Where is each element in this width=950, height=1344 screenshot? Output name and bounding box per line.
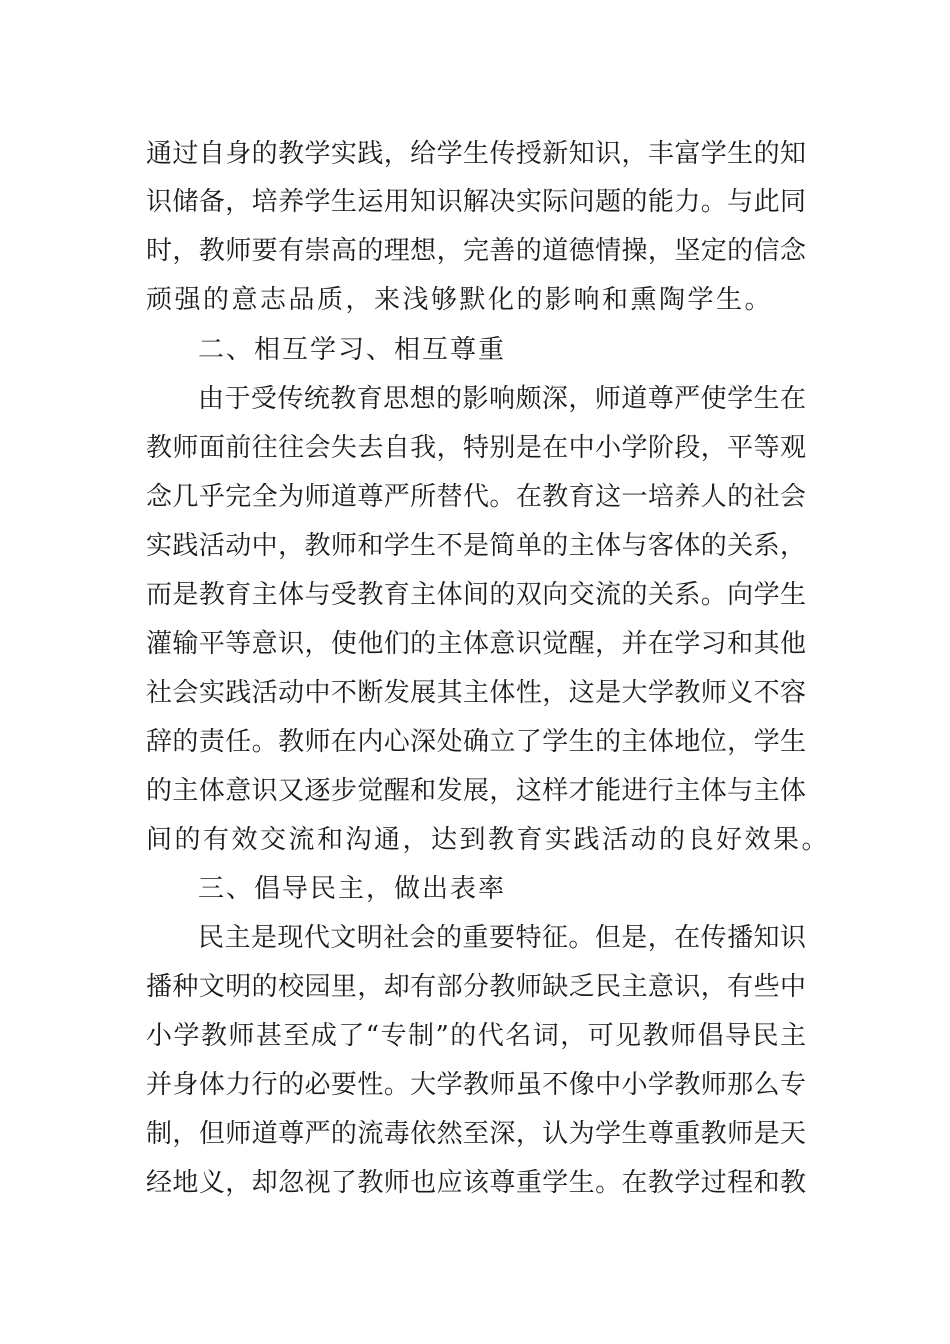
text-line: 顽强的意志品质，来浅够默化的影响和熏陶学生。 <box>146 285 774 315</box>
text-line: 实践活动中，教师和学生不是简单的主体与客体的关系， <box>146 531 806 561</box>
text-line: 识储备，培养学生运用知识解决实际问题的能力。与此同 <box>146 187 806 217</box>
text-line: 而是教育主体与受教育主体间的双向交流的关系。向学生 <box>146 580 806 610</box>
text-line: 并身体力行的必要性。大学教师虽不像中小学教师那么专 <box>146 1070 806 1100</box>
text-line: 念几乎完全为师道尊严所替代。在教育这一培养人的社会 <box>146 482 806 512</box>
text-line: 经地义，却忽视了教师也应该尊重学生。在教学过程和教 <box>146 1168 806 1198</box>
text-line: 播种文明的校园里，却有部分教师缺乏民主意识，有些中 <box>146 972 806 1002</box>
text-line: 制，但师道尊严的流毒依然至深，认为学生尊重教师是天 <box>146 1119 806 1149</box>
text-line: 通过自身的教学实践，给学生传授新知识，丰富学生的知 <box>146 139 806 169</box>
text-line: 由于受传统教育思想的影响颇深，师道尊严使学生在 <box>198 384 806 414</box>
text-line: 辞的责任。教师在内心深处确立了学生的主体地位，学生 <box>146 727 806 757</box>
text-line: 社会实践活动中不断发展其主体性，这是大学教师义不容 <box>146 678 806 708</box>
text-line: 小学教师甚至成了“专制”的代名词，可见教师倡导民主 <box>146 1021 806 1051</box>
text-line: 教师面前往往会失去自我，特别是在中小学阶段，平等观 <box>146 433 806 463</box>
section-heading-3: 三、倡导民主，做出表率 <box>198 874 507 904</box>
text-line: 的主体意识又逐步觉醒和发展，这样才能进行主体与主体 <box>146 776 806 806</box>
text-line: 民主是现代文明社会的重要特征。但是，在传播知识 <box>198 923 806 953</box>
text-line: 时，教师要有崇高的理想，完善的道德情操，坚定的信念 <box>146 236 806 266</box>
text-line: 灌输平等意识，使他们的主体意识觉醒，并在学习和其他 <box>146 629 806 659</box>
text-line: 间的有效交流和沟通，达到教育实践活动的良好效果。 <box>146 825 831 855</box>
section-heading-2: 二、相互学习、相互尊重 <box>198 335 507 365</box>
